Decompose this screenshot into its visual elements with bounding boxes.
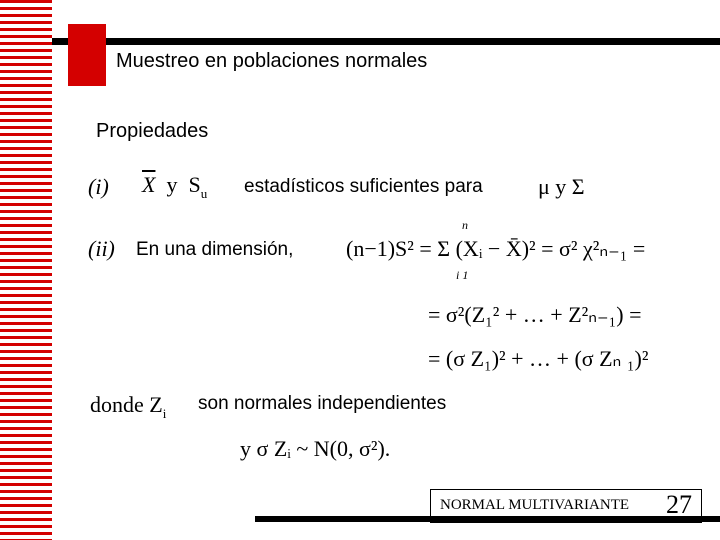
- sum-upper-limit: n: [462, 218, 468, 232]
- equation-line-3: = (σ Z₁)² + … + (σ Zₙ ₁)²: [428, 346, 649, 371]
- page-number: 27: [666, 490, 692, 519]
- donde-label: donde $Z_i$: [90, 392, 167, 421]
- equation-line-2: = σ²(Z₁² + … + Z²ₙ₋₁) =: [428, 302, 642, 327]
- footer-rule: [255, 516, 720, 522]
- item-i-params: μ y Σ: [538, 174, 585, 199]
- left-stripe-decoration: [0, 0, 52, 540]
- section-heading: Propiedades: [96, 120, 209, 142]
- item-ii-marker: (ii): [88, 236, 115, 261]
- item-i-text: estadísticos suficientes para: [244, 176, 483, 197]
- item-ii-text: En una dimensión,: [136, 239, 294, 260]
- distribution-line: y σ Zᵢ ~ N(0, σ²).: [240, 436, 391, 461]
- footer-label: NORMAL MULTIVARIANTE: [440, 497, 630, 513]
- slide-title: Muestreo en poblaciones normales: [116, 50, 428, 72]
- item-i-symbols: $\overline{X}$ y $S_u$: [142, 172, 208, 201]
- item-i-marker: (i): [88, 174, 109, 199]
- top-rule: [52, 38, 720, 45]
- title-accent-block: [68, 24, 106, 86]
- sum-lower-limit: i 1: [456, 268, 469, 282]
- donde-text: son normales independientes: [198, 393, 447, 414]
- equation-line-1: (n−1)S² = Σ (Xᵢ − X̄)² = σ² χ²ₙ₋₁ =: [346, 236, 646, 261]
